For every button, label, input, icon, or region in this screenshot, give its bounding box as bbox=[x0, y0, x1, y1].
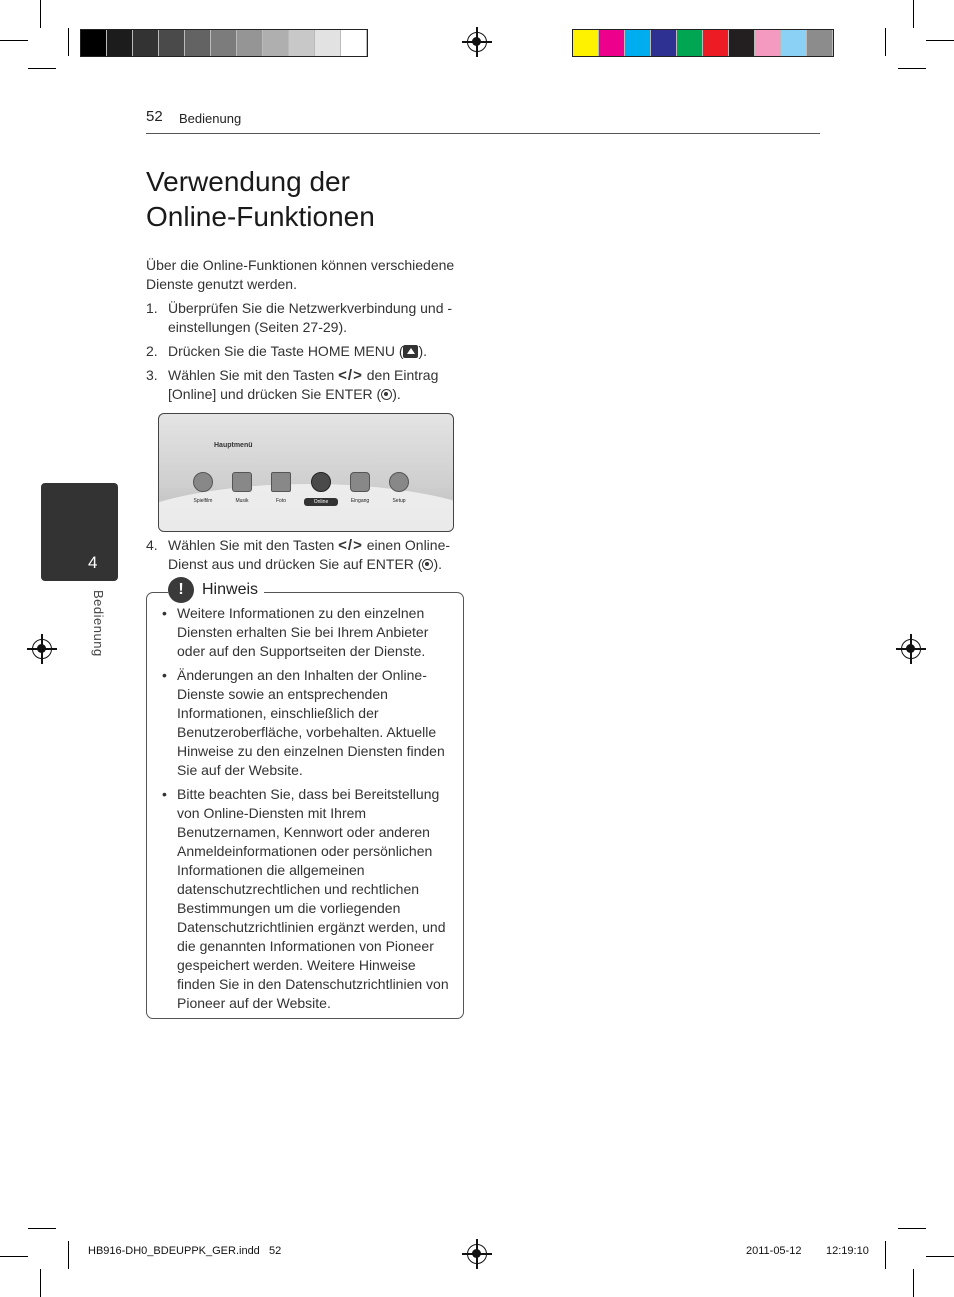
exclamation-icon: ! bbox=[168, 577, 194, 603]
note-item bbox=[160, 785, 456, 1013]
step-number: 4. bbox=[146, 537, 158, 553]
crop-mark bbox=[40, 1269, 41, 1297]
footer-filename: HB916-DH0_BDEUPPK_GER.indd 52 bbox=[88, 1245, 282, 1257]
crop-mark bbox=[885, 1241, 886, 1269]
step-text: den Eintrag [Online] und drücken Sie ENTER ( bbox=[168, 367, 439, 402]
step-text: Wählen Sie mit den Tasten bbox=[168, 537, 339, 553]
menu-item-label: Setup bbox=[392, 498, 406, 504]
crop-mark bbox=[28, 68, 56, 69]
step-text: einen Online-Dienst aus und drücken Sie auf ENTER ( bbox=[168, 537, 451, 572]
step-number: 2. bbox=[146, 343, 158, 359]
left-right-arrows-icon: </> bbox=[338, 367, 363, 384]
color-swatch bbox=[807, 30, 833, 56]
bullet: • bbox=[162, 786, 167, 802]
step-text: Überprüfen Sie die Netzwerkverbindung und -einstellungen (Seiten 27-29). bbox=[168, 300, 453, 335]
color-swatch bbox=[211, 30, 237, 56]
menu-item-label: Online bbox=[304, 498, 338, 506]
color-swatch bbox=[755, 30, 781, 56]
crop-mark bbox=[0, 1256, 28, 1257]
crop-mark bbox=[68, 28, 69, 56]
menu-item-setup[interactable] bbox=[382, 472, 416, 504]
color-swatch bbox=[729, 30, 755, 56]
enter-icon bbox=[422, 559, 433, 570]
crop-mark bbox=[926, 40, 954, 41]
steps-list bbox=[146, 299, 464, 409]
bullet: • bbox=[162, 605, 167, 621]
color-swatch bbox=[341, 30, 367, 56]
menu-item-spielfilm[interactable] bbox=[186, 472, 220, 504]
note-item-text: Änderungen an den Inhalten der Online-Dienste sowie an entsprechenden Informationen, einschließlich der Benutzeroberfläche, vorbehalten. Aktuelle Hinweise zu den einzelnen Diensten finden Sie auf der Website. bbox=[177, 667, 445, 778]
color-swatch bbox=[315, 30, 341, 56]
registration-mark-icon bbox=[32, 639, 52, 659]
step-text: ). bbox=[433, 556, 443, 572]
color-swatch bbox=[263, 30, 289, 56]
home-icon bbox=[403, 345, 418, 358]
input-icon bbox=[350, 472, 370, 492]
note-list bbox=[160, 604, 456, 1018]
grayscale-color-bar bbox=[80, 29, 368, 57]
crop-mark bbox=[898, 1228, 926, 1229]
crop-mark bbox=[68, 1241, 69, 1269]
color-swatch bbox=[107, 30, 133, 56]
color-swatch bbox=[703, 30, 729, 56]
intro-paragraph: Über die Online-Funktionen können verschiedene Dienste genutzt werden. bbox=[146, 257, 455, 292]
enter-icon bbox=[381, 389, 392, 400]
chapter-number: 4 bbox=[88, 553, 98, 572]
menu-item-label: Foto bbox=[275, 498, 286, 504]
color-swatch bbox=[133, 30, 159, 56]
menu-item-eingang[interactable] bbox=[343, 472, 377, 504]
menu-item-musik[interactable] bbox=[225, 472, 259, 504]
gear-icon bbox=[389, 472, 409, 492]
note-item bbox=[160, 604, 456, 661]
page-number: 52 bbox=[146, 108, 163, 125]
crop-mark bbox=[913, 0, 914, 28]
note-item bbox=[160, 666, 456, 780]
color-swatch bbox=[677, 30, 703, 56]
menu-item-label: Eingang bbox=[350, 498, 370, 504]
footer-date: 2011-05-12 bbox=[746, 1245, 802, 1257]
music-note-icon bbox=[232, 472, 252, 492]
film-reel-icon bbox=[193, 472, 213, 492]
step-item bbox=[146, 366, 464, 404]
crop-mark bbox=[913, 1269, 914, 1297]
registration-mark-icon bbox=[467, 1244, 487, 1264]
note-heading-label: Hinweis bbox=[202, 581, 259, 598]
page-title bbox=[146, 164, 566, 234]
page-title-line: Online-Funktionen bbox=[146, 201, 375, 232]
color-swatch bbox=[159, 30, 185, 56]
menu-item-online[interactable] bbox=[304, 472, 338, 506]
step-item bbox=[146, 299, 464, 337]
step-number: 1. bbox=[146, 300, 158, 316]
step-text: ). bbox=[392, 386, 401, 402]
color-swatch bbox=[237, 30, 263, 56]
crop-mark bbox=[898, 68, 926, 69]
color-swatch bbox=[573, 30, 599, 56]
photo-icon bbox=[271, 472, 291, 492]
crop-mark bbox=[885, 28, 886, 56]
process-color-bar bbox=[572, 29, 834, 57]
globe-icon bbox=[311, 472, 331, 492]
color-swatch bbox=[185, 30, 211, 56]
registration-mark-icon bbox=[901, 639, 921, 659]
menu-item-foto[interactable] bbox=[264, 472, 298, 504]
header-divider bbox=[146, 133, 820, 134]
chapter-label: Bedienung bbox=[91, 590, 106, 657]
crop-mark bbox=[40, 0, 41, 28]
step-item bbox=[146, 536, 464, 574]
color-swatch bbox=[651, 30, 677, 56]
screen-title: Hauptmenü bbox=[214, 442, 253, 449]
menu-item-label: Spielfilm bbox=[193, 498, 213, 504]
crop-mark bbox=[926, 1256, 954, 1257]
step-text: Wählen Sie mit den Tasten bbox=[168, 367, 339, 383]
note-item-text: Bitte beachten Sie, dass bei Bereitstellung von Online-Diensten mit Ihrem Benutzernamen, Kennwort oder anderen Anmeldeinformationen oder persönlichen Informationen die allgemeinen datenschutzrechtlichen und rechtlichen Bestimmungen um die vorliegenden Datenschutzrichtlinien ergänzt werden, und die genannten Informationen von Pioneer gespeichert werden. Weitere Hinweise finden Sie in den Datenschutzrichtlinien von Pioneer auf der Website. bbox=[177, 786, 449, 1011]
crop-mark bbox=[0, 40, 28, 41]
registration-mark-icon bbox=[467, 32, 487, 52]
step-text: ). bbox=[418, 343, 428, 359]
color-swatch bbox=[781, 30, 807, 56]
crop-mark bbox=[28, 1228, 56, 1229]
step-number: 3. bbox=[146, 367, 158, 383]
color-swatch bbox=[289, 30, 315, 56]
page-title-line: Verwendung der bbox=[146, 166, 350, 197]
chapter-tab bbox=[41, 483, 118, 581]
left-right-arrows-icon: </> bbox=[338, 537, 363, 554]
home-menu-screenshot bbox=[158, 413, 454, 532]
bullet: • bbox=[162, 667, 167, 683]
menu-item-label: Musik bbox=[235, 498, 249, 504]
section-title: Bedienung bbox=[179, 111, 242, 126]
color-swatch bbox=[625, 30, 651, 56]
color-swatch bbox=[81, 30, 107, 56]
step-item bbox=[146, 342, 464, 361]
note-heading bbox=[168, 577, 264, 603]
footer-time: 12:19:10 bbox=[826, 1245, 869, 1257]
note-item-text: Weitere Informationen zu den einzelnen Diensten erhalten Sie bei Ihrem Anbieter oder auf den Supportseiten der Dienste. bbox=[177, 605, 429, 659]
color-swatch bbox=[599, 30, 625, 56]
step-text: Drücken Sie die Taste HOME MENU ( bbox=[168, 343, 404, 359]
